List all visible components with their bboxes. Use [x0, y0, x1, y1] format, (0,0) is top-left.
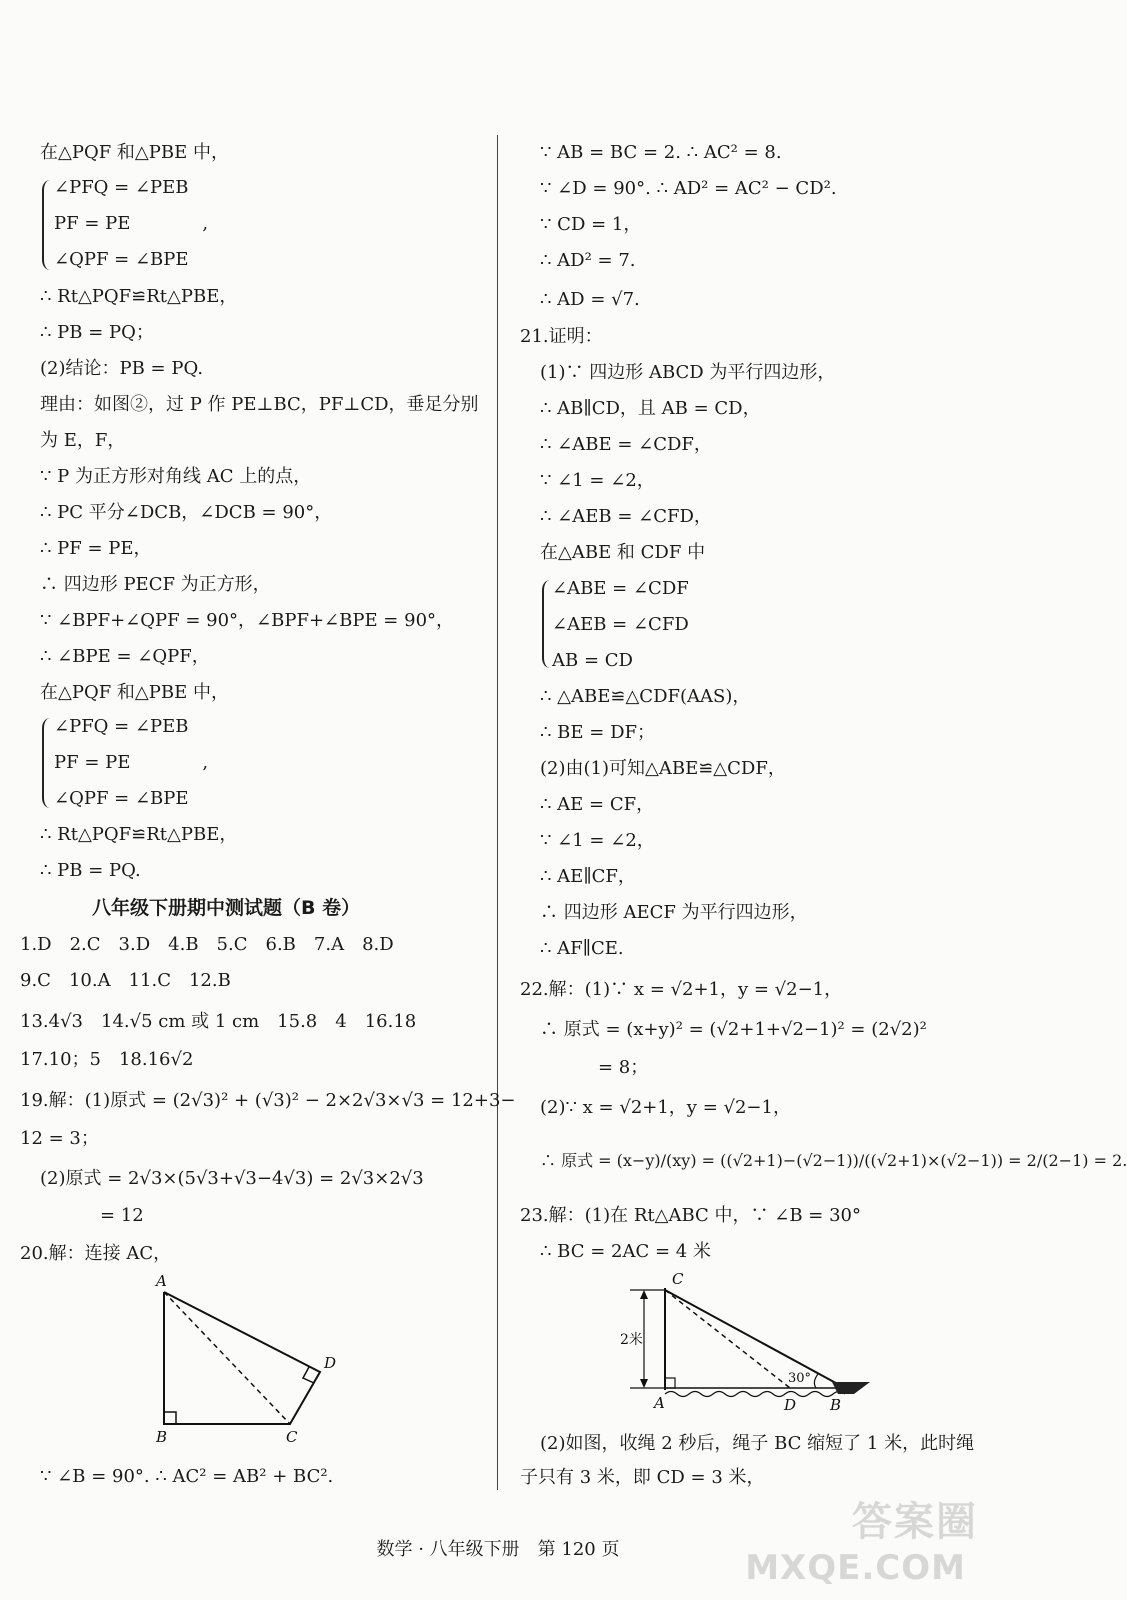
- text-line: ∴ PB = PQ；: [40, 322, 154, 343]
- angle-label: 30°: [788, 1371, 812, 1386]
- length-label: 2米: [620, 1332, 643, 1348]
- text-line: ∴ Rt△PQF≌Rt△PBE，: [40, 824, 238, 845]
- text-line: 理由：如图②，过 P 作 PE⊥BC，PF⊥CD，垂足分别: [40, 394, 479, 415]
- text-line: ∵ ∠B = 90°. ∴ AC² = AB² + BC².: [40, 1466, 334, 1487]
- text-line: 12 = 3；: [20, 1128, 99, 1149]
- text-line: ∴ ∠BPE = ∠QPF，: [40, 646, 210, 667]
- label-c: C: [672, 1270, 684, 1288]
- water-waves: [665, 1392, 845, 1397]
- figure-outline: [164, 1292, 320, 1424]
- text-line: ∴ AD = √7.: [540, 289, 640, 310]
- text-line: = 12: [100, 1205, 144, 1226]
- text-line: 21.证明：: [520, 326, 603, 347]
- label-c: C: [286, 1428, 298, 1446]
- text-line: PF = PE ,: [54, 752, 209, 773]
- right-angle-a: [665, 1378, 675, 1388]
- text-line: ∴ ∠AEB = ∠CFD，: [540, 506, 712, 527]
- angle-arc: [814, 1374, 818, 1388]
- answer-line: 9.C 10.A 11.C 12.B: [20, 970, 231, 991]
- text-line: ∠AEB = ∠CFD: [552, 614, 689, 635]
- rope-boat-figure: [620, 1270, 870, 1420]
- text-line: 在△ABE 和 CDF 中: [540, 542, 706, 563]
- text-line: ∴ AB∥CD，且 AB = CD，: [540, 398, 761, 419]
- text-line: 23.解：(1)在 Rt△ABC 中，∵ ∠B = 30°: [520, 1205, 861, 1226]
- label-b: B: [156, 1428, 168, 1446]
- text-line: ∠QPF = ∠BPE: [54, 788, 189, 809]
- text-line: ∴ BC = 2AC = 4 米: [540, 1241, 711, 1262]
- text-line: ∴ Rt△PQF≌Rt△PBE，: [40, 286, 238, 307]
- text-line: 在△PQF 和△PBE 中，: [40, 142, 229, 163]
- text-line: AB = CD: [552, 650, 633, 671]
- text-line: ∵ CD = 1，: [540, 214, 642, 235]
- text-line: ∴ 四边形 AECF 为平行四边形，: [540, 902, 808, 923]
- text-line: ∴ AF∥CE.: [540, 938, 624, 959]
- text-line: (2)原式 = 2√3×(5√3+√3−4√3) = 2√3×2√3: [40, 1168, 424, 1189]
- answer-line: 17.10；5 18.16√2: [20, 1049, 194, 1070]
- text-line: 19.解：(1)原式 = (2√3)² + (√3)² − 2×2√3×√3 = 12+3−: [20, 1090, 516, 1111]
- label-a: A: [654, 1394, 665, 1412]
- section-title: 八年级下册期中测试题（B 卷）: [92, 897, 361, 919]
- rope-cd: [665, 1290, 790, 1388]
- diagonal-ac: [164, 1292, 290, 1424]
- right-angle-d: [303, 1367, 314, 1383]
- text-line: PF = PE ,: [54, 213, 209, 234]
- text-line: (1)∵ 四边形 ABCD 为平行四边形，: [540, 362, 836, 383]
- text-line: ∠ABE = ∠CDF: [552, 578, 689, 599]
- rope-cb: [665, 1290, 845, 1388]
- text-line: ∴ 原式 = (x+y)² = (√2+1+√2−1)² = (2√2)²: [540, 1019, 927, 1040]
- text-line: ∵ P 为正方形对角线 AC 上的点，: [40, 466, 312, 487]
- text-line: ∴ AE = CF，: [540, 794, 655, 815]
- watermark-logo: 答案圈: [852, 1499, 978, 1545]
- boat: [832, 1382, 870, 1394]
- text-line: ∠QPF = ∠BPE: [54, 249, 189, 270]
- label-d: D: [784, 1396, 797, 1414]
- text-line: ∴ ∠ABE = ∠CDF，: [540, 434, 712, 455]
- brace: [42, 180, 52, 270]
- text-line: ∴ AE∥CF，: [540, 866, 636, 887]
- text-line: ∵ ∠1 = ∠2，: [540, 470, 655, 491]
- text-line: ∵ ∠1 = ∠2，: [540, 830, 655, 851]
- brace: [42, 718, 52, 808]
- page-footer: 数学 · 八年级下册 第 120 页: [376, 1539, 620, 1560]
- label-a: A: [156, 1272, 167, 1290]
- text-line: (2)∵ x = √2+1，y = √2−1，: [540, 1097, 791, 1118]
- text-line: ∴ AD² = 7.: [540, 250, 636, 271]
- arrow-up: [640, 1290, 648, 1299]
- label-b: B: [830, 1396, 842, 1414]
- text-line: ∴ △ABE≌△CDF(AAS)，: [540, 686, 751, 707]
- text-line: ∴ PC 平分∠DCB，∠DCB = 90°，: [40, 502, 333, 523]
- text-line: ∵ ∠D = 90°. ∴ AD² = AC² − CD².: [540, 178, 837, 199]
- text-line: ∵ ∠BPF+∠QPF = 90°，∠BPF+∠BPE = 90°，: [40, 610, 455, 631]
- quadrilateral-figure: [140, 1270, 380, 1450]
- text-line: ∴ 原式 = (x−y)/(xy) = ((√2+1)−(√2−1))/((√2+1)×(√2−1)) = 2/(2−1) = 2.: [540, 1151, 1127, 1170]
- text-line: 在△PQF 和△PBE 中，: [40, 682, 229, 703]
- brace: [542, 580, 552, 668]
- text-line: (2)由(1)可知△ABE≌△CDF，: [540, 758, 786, 779]
- answer-line: 1.D 2.C 3.D 4.B 5.C 6.B 7.A 8.D: [20, 934, 394, 955]
- arrow-down: [640, 1379, 648, 1388]
- answer-line: 13.4√3 14.√5 cm 或 1 cm 15.8 4 16.18: [20, 1011, 417, 1032]
- text-line: = 8；: [598, 1057, 649, 1078]
- column-divider: [497, 135, 498, 1490]
- right-angle-b: [164, 1412, 176, 1424]
- text-line: ∵ AB = BC = 2. ∴ AC² = 8.: [540, 142, 782, 163]
- text-line: ∴ PB = PQ.: [40, 860, 141, 881]
- text-line: ∴ BE = DF；: [540, 722, 655, 743]
- text-line: 为 E，F，: [40, 430, 126, 451]
- text-line: ∴ PF = PE，: [40, 538, 152, 559]
- text-line: 子只有 3 米，即 CD = 3 米，: [520, 1467, 765, 1488]
- text-line: ∠PFQ = ∠PEB: [54, 716, 189, 737]
- text-line: ∴ 四边形 PECF 为正方形，: [40, 574, 271, 595]
- text-line: ∠PFQ = ∠PEB: [54, 177, 189, 198]
- text-line: 20.解：连接 AC，: [20, 1243, 172, 1264]
- text-line: 22.解：(1)∵ x = √2+1，y = √2−1，: [520, 979, 843, 1000]
- text-line: (2)结论：PB = PQ.: [40, 358, 204, 379]
- watermark-url: MXQE.COM: [745, 1548, 966, 1588]
- text-line: (2)如图，收绳 2 秒后，绳子 BC 缩短了 1 米，此时绳: [540, 1433, 975, 1454]
- label-d: D: [324, 1354, 337, 1372]
